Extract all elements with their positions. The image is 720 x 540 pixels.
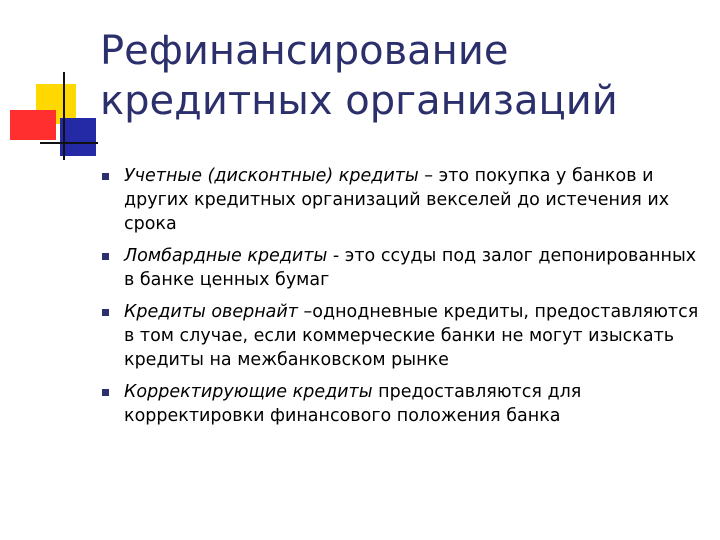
bullet-item [100, 300, 700, 372]
bullet-item [100, 244, 700, 292]
slide-title-line-1: Рефинансирование [100, 28, 509, 74]
horizontal-line [40, 142, 98, 144]
blue-square [60, 118, 96, 156]
bullet-list [100, 164, 700, 436]
bullet-term: Учетные (дисконтные) кредиты [124, 166, 419, 186]
vertical-line [63, 72, 65, 160]
bullet-text: –однодневные кредиты, предоставляются в том случае, если коммерческие банки не могут изыскать кредиты на межбанковском рынке [124, 302, 699, 370]
bullet-term: Ломбардные кредиты [124, 246, 328, 266]
slide-title-line-2: кредитных организаций [100, 78, 618, 124]
bullet-item [100, 380, 700, 428]
slide-title [100, 26, 700, 126]
square-bullet-icon [102, 389, 109, 396]
square-bullet-icon [102, 173, 109, 180]
bullet-text: предоставляются для корректировки финансового положения банка [124, 382, 582, 426]
bullet-term: Корректирующие кредиты [124, 382, 373, 402]
bullet-text: – это покупка у банков и других кредитных организаций векселей до истечения их срока [124, 166, 670, 234]
red-square [10, 110, 56, 140]
square-bullet-icon [102, 253, 109, 260]
bullet-term: Кредиты овернайт [124, 302, 298, 322]
bullet-item [100, 164, 700, 236]
square-bullet-icon [102, 309, 109, 316]
decorative-squares-logo [0, 0, 110, 170]
bullet-text: - это ссуды под залог депонированных в банке ценных бумаг [124, 246, 697, 290]
